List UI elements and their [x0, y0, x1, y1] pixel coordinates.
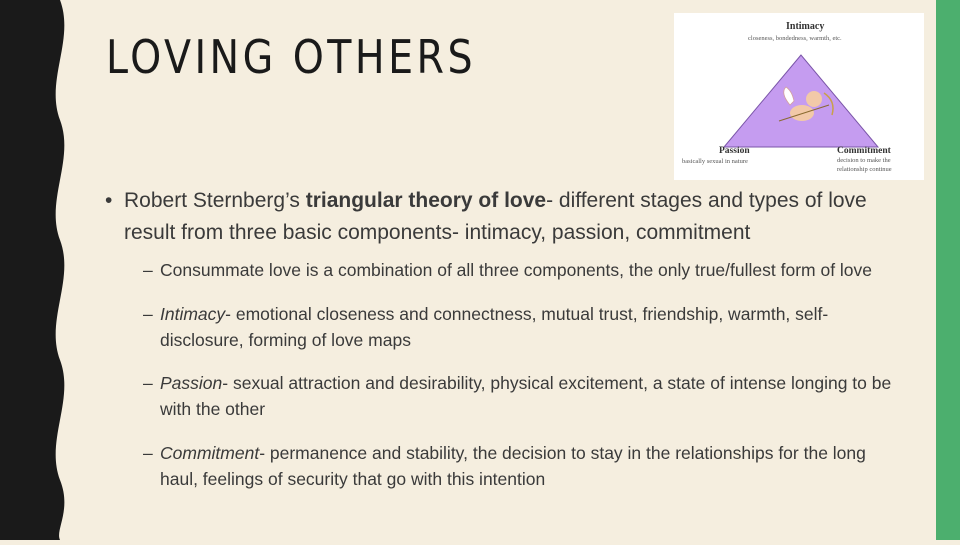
triangle-shape — [724, 55, 878, 147]
left-label: Passion — [719, 146, 750, 156]
bullet-text-rest: - different stages and types of love result from three basic components- intimacy, passion, commitment — [124, 189, 867, 244]
right-description-line1: decision to make the — [837, 157, 891, 164]
sub-text: Consummate love is a combination of all three components, the only true/fullest form of love — [160, 260, 873, 280]
sub-marker: – — [143, 373, 153, 393]
right-accent-band — [936, 0, 960, 540]
sub-point-passion — [105, 370, 905, 422]
bullet-text-prefix: Robert Sternberg’s — [124, 189, 306, 212]
sub-marker: – — [143, 442, 153, 463]
sub-term: Commitment — [160, 442, 260, 463]
right-description-line2: relationship continue — [837, 166, 892, 173]
sub-marker: – — [143, 260, 153, 280]
sub-point-list — [105, 257, 905, 492]
sub-term: Intimacy — [160, 303, 226, 324]
sub-point-commitment — [105, 440, 905, 492]
left-decorative-band — [0, 0, 80, 540]
slide-body — [105, 185, 905, 509]
sub-term: Passion — [160, 373, 223, 393]
wavy-border-graphic — [0, 0, 80, 540]
top-label: Intimacy — [786, 21, 825, 32]
main-bullet — [105, 185, 905, 249]
sub-marker: – — [143, 303, 153, 324]
top-description: closeness, bondedness, warmth, etc. — [748, 35, 842, 42]
love-triangle-diagram — [674, 13, 924, 180]
sub-text: - permanence and stability, the decision to stay in the relationships for the long haul, feelings of security that go with this intention — [160, 442, 866, 489]
bullet-marker: • — [105, 189, 113, 212]
sub-point-intimacy — [105, 301, 905, 353]
slide-title: LOVING OTHERS — [106, 30, 477, 84]
sub-text: - sexual attraction and desirability, physical excitement, a state of intense longing to be with the other — [160, 373, 892, 419]
bullet-bold-term: triangular theory of love — [305, 189, 547, 212]
right-label: Commitment — [837, 146, 891, 156]
left-description: basically sexual in nature — [682, 158, 748, 165]
sub-point-consummate — [105, 257, 905, 283]
sub-text: - emotional closeness and connectness, mutual trust, friendship, warmth, self-disclosure, forming of love maps — [160, 303, 829, 350]
